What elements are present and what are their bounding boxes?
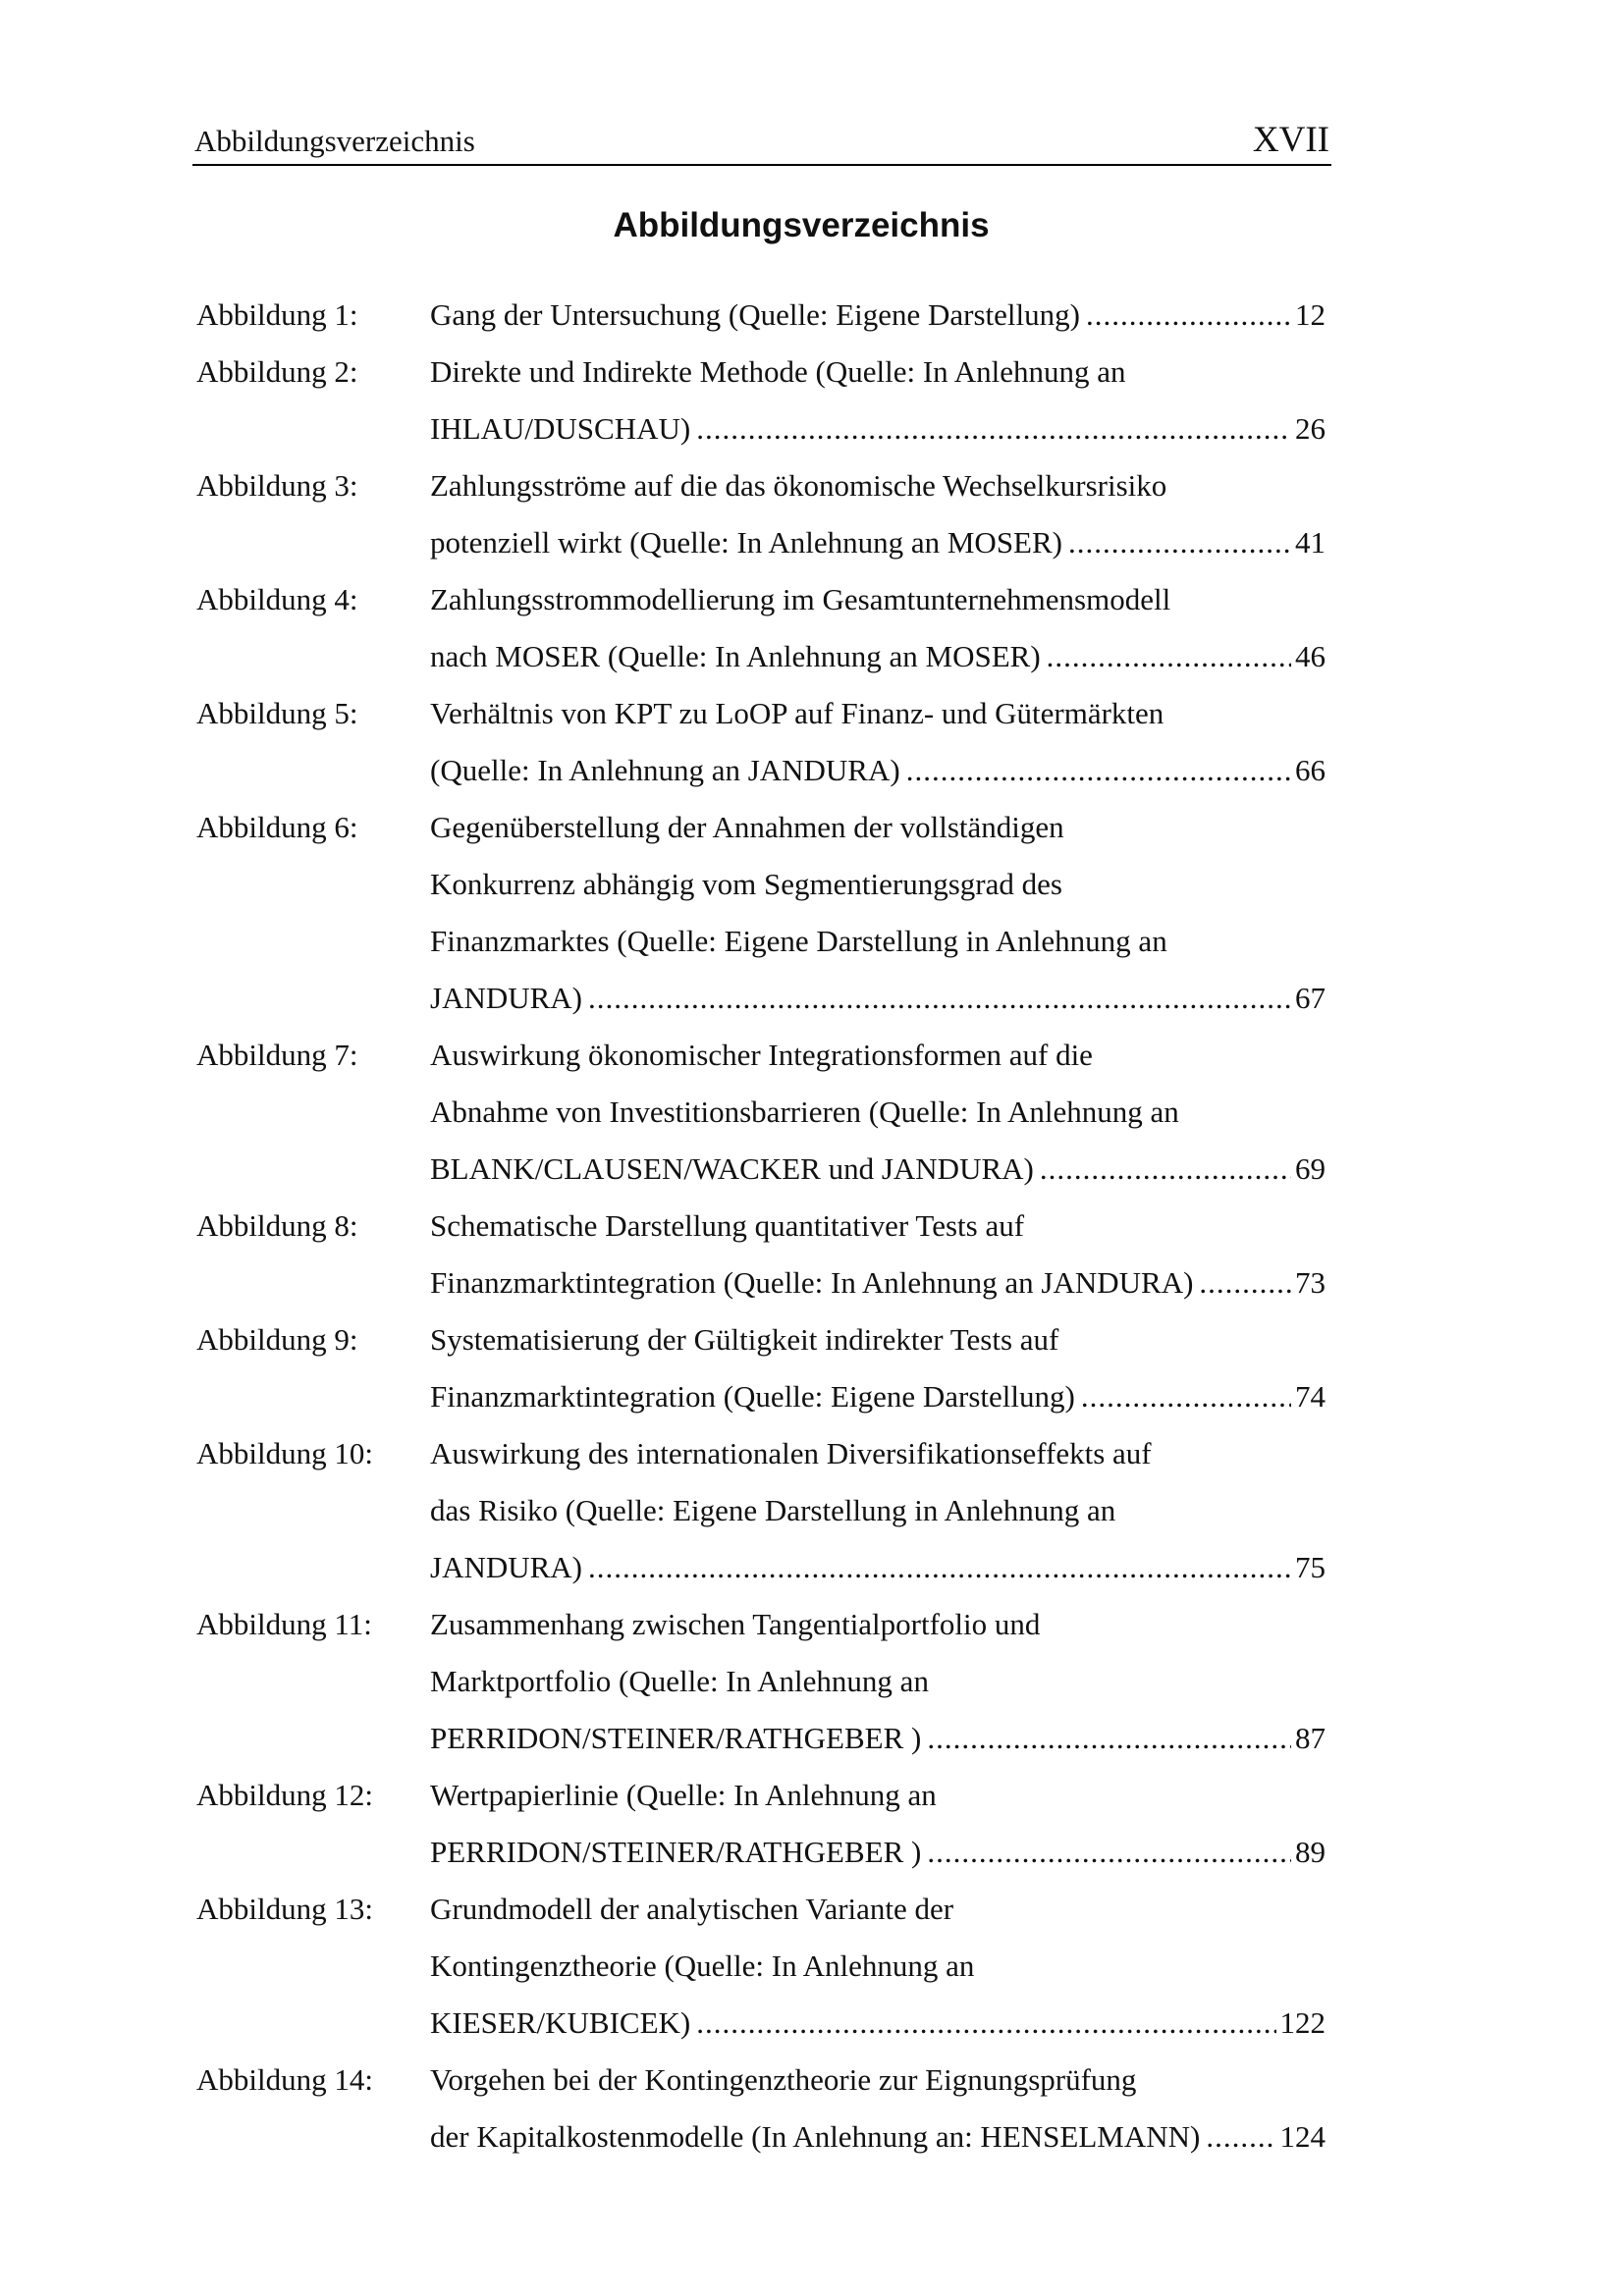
- caption-line: Auswirkung des internationalen Diversifikationseffekts auf: [430, 1436, 1152, 1470]
- caption-line: (Quelle: In Anlehnung an JANDURA): [430, 753, 900, 787]
- caption-line: Kontingenztheorie (Quelle: In Anlehnung an: [430, 1949, 975, 1983]
- caption-line: Grundmodell der analytischen Variante der: [430, 1892, 954, 1926]
- caption-line: JANDURA): [430, 1550, 582, 1584]
- caption-last-line: [430, 514, 1326, 571]
- caption-line: Verhältnis von KPT zu LoOP auf Finanz- und Gütermärkten: [430, 696, 1164, 730]
- figure-caption: [430, 1767, 1326, 1881]
- figure-label: Abbildung 7:: [196, 1038, 358, 1072]
- caption-line: Finanzmarktintegration (Quelle: In Anlehnung an JANDURA): [430, 1265, 1194, 1300]
- caption-line: JANDURA): [430, 981, 582, 1015]
- figure-caption: [430, 287, 1326, 344]
- figure-page-number: 41: [1295, 525, 1326, 560]
- caption-line: Zahlungsstrommodellierung im Gesamtunternehmensmodell: [430, 582, 1171, 616]
- figure-entry[interactable]: [0, 1881, 1624, 2052]
- caption-line: PERRIDON/STEINER/RATHGEBER ): [430, 1721, 922, 1755]
- caption-last-line: [430, 1539, 1326, 1596]
- figure-label: Abbildung 9:: [196, 1322, 358, 1357]
- caption-last-line: [430, 742, 1326, 799]
- figure-caption: [430, 1881, 1326, 2052]
- figure-page-number: 75: [1295, 1550, 1326, 1584]
- figure-entry[interactable]: [0, 457, 1624, 571]
- dot-leader: [1047, 628, 1291, 685]
- caption-last-line: [430, 287, 1326, 344]
- figure-entry[interactable]: [0, 1027, 1624, 1198]
- figure-page-number: 26: [1295, 411, 1326, 446]
- figure-label: Abbildung 12:: [196, 1778, 373, 1812]
- figure-page-number: 46: [1295, 639, 1326, 673]
- caption-line: BLANK/CLAUSEN/WACKER und JANDURA): [430, 1151, 1034, 1186]
- caption-line: Zusammenhang zwischen Tangentialportfolio und: [430, 1607, 1041, 1641]
- figure-page-number: 87: [1295, 1721, 1326, 1755]
- dot-leader: [588, 1539, 1291, 1596]
- caption-line: IHLAU/DUSCHAU): [430, 411, 691, 446]
- figure-list: [0, 287, 1624, 2165]
- figure-label: Abbildung 2:: [196, 354, 358, 389]
- figure-entry[interactable]: [0, 1596, 1624, 1767]
- figure-label: Abbildung 13:: [196, 1892, 373, 1926]
- caption-last-line: [430, 1995, 1326, 2052]
- figure-caption: [430, 1027, 1326, 1198]
- dot-leader: [1086, 287, 1291, 344]
- dot-leader: [696, 400, 1291, 457]
- figure-page-number: 122: [1279, 2005, 1326, 2040]
- caption-line: Zahlungsströme auf die das ökonomische Wechselkursrisiko: [430, 468, 1167, 503]
- caption-line: der Kapitalkostenmodelle (In Anlehnung an: HENSELMANN): [430, 2119, 1201, 2154]
- caption-line: das Risiko (Quelle: Eigene Darstellung in Anlehnung an: [430, 1493, 1116, 1527]
- figure-caption: [430, 1311, 1326, 1425]
- figure-entry[interactable]: [0, 799, 1624, 1027]
- dot-leader: [1081, 1368, 1291, 1425]
- caption-line: KIESER/KUBICEK): [430, 2005, 691, 2040]
- figure-entry[interactable]: [0, 1198, 1624, 1311]
- caption-line: Gang der Untersuchung (Quelle: Eigene Darstellung): [430, 297, 1080, 332]
- figure-caption: [430, 2052, 1326, 2165]
- dot-leader: [1040, 1141, 1291, 1198]
- figure-page-number: 89: [1295, 1835, 1326, 1869]
- figure-page-number: 67: [1295, 981, 1326, 1015]
- caption-line: Abnahme von Investitionsbarrieren (Quelle: In Anlehnung an: [430, 1095, 1179, 1129]
- figure-page-number: 69: [1295, 1151, 1326, 1186]
- caption-last-line: [430, 1710, 1326, 1767]
- caption-line: Wertpapierlinie (Quelle: In Anlehnung an: [430, 1778, 937, 1812]
- dot-leader: [1206, 2109, 1275, 2165]
- figure-label: Abbildung 10:: [196, 1436, 373, 1470]
- caption-line: Konkurrenz abhängig vom Segmentierungsgrad des: [430, 867, 1062, 901]
- figure-page-number: 66: [1295, 753, 1326, 787]
- figure-caption: [430, 571, 1326, 685]
- caption-line: PERRIDON/STEINER/RATHGEBER ): [430, 1835, 922, 1869]
- figure-caption: [430, 799, 1326, 1027]
- dot-leader: [588, 970, 1291, 1027]
- figure-caption: [430, 344, 1326, 457]
- caption-line: Finanzmarktintegration (Quelle: Eigene Darstellung): [430, 1379, 1075, 1414]
- figure-caption: [430, 685, 1326, 799]
- figure-label: Abbildung 1:: [196, 297, 358, 332]
- figure-entry[interactable]: [0, 571, 1624, 685]
- caption-last-line: [430, 970, 1326, 1027]
- figure-page-number: 124: [1279, 2119, 1326, 2154]
- figure-label: Abbildung 11:: [196, 1607, 372, 1641]
- caption-last-line: [430, 2109, 1326, 2165]
- figure-entry[interactable]: [0, 1767, 1624, 1881]
- caption-line: Systematisierung der Gültigkeit indirekter Tests auf: [430, 1322, 1059, 1357]
- caption-line: potenziell wirkt (Quelle: In Anlehnung an MOSER): [430, 525, 1062, 560]
- figure-entry[interactable]: [0, 1311, 1624, 1425]
- figure-page-number: 12: [1295, 297, 1326, 332]
- caption-last-line: [430, 1824, 1326, 1881]
- page-title: Abbildungsverzeichnis: [613, 206, 990, 244]
- page-number: XVII: [1252, 120, 1329, 160]
- caption-line: Schematische Darstellung quantitativer Tests auf: [430, 1208, 1025, 1243]
- caption-line: Direkte und Indirekte Methode (Quelle: In Anlehnung an: [430, 354, 1126, 389]
- figure-caption: [430, 1198, 1326, 1311]
- figure-caption: [430, 1425, 1326, 1596]
- figure-label: Abbildung 14:: [196, 2062, 373, 2097]
- dot-leader: [906, 742, 1291, 799]
- figure-caption: [430, 457, 1326, 571]
- caption-line: Finanzmarktes (Quelle: Eigene Darstellung in Anlehnung an: [430, 924, 1167, 958]
- dot-leader: [927, 1824, 1291, 1881]
- figure-page-number: 74: [1295, 1379, 1326, 1414]
- caption-last-line: [430, 1368, 1326, 1425]
- figure-page-number: 73: [1295, 1265, 1326, 1300]
- caption-last-line: [430, 1141, 1326, 1198]
- figure-entry[interactable]: [0, 2052, 1624, 2165]
- dot-leader: [927, 1710, 1291, 1767]
- figure-entry[interactable]: [0, 1425, 1624, 1596]
- figure-label: Abbildung 8:: [196, 1208, 358, 1243]
- running-head-title: Abbildungsverzeichnis: [194, 124, 475, 158]
- running-head: [192, 119, 1331, 166]
- caption-line: nach MOSER (Quelle: In Anlehnung an MOSER): [430, 639, 1041, 673]
- figure-label: Abbildung 6:: [196, 810, 358, 844]
- caption-line: Marktportfolio (Quelle: In Anlehnung an: [430, 1664, 929, 1698]
- figure-entry[interactable]: [0, 344, 1624, 457]
- figure-caption: [430, 1596, 1326, 1767]
- caption-last-line: [430, 400, 1326, 457]
- dot-leader: [1199, 1255, 1291, 1311]
- caption-line: Vorgehen bei der Kontingenztheorie zur Eignungsprüfung: [430, 2062, 1137, 2097]
- figure-entry[interactable]: [0, 287, 1624, 344]
- caption-line: Gegenüberstellung der Annahmen der vollständigen: [430, 810, 1064, 844]
- dot-leader: [1068, 514, 1291, 571]
- figure-label: Abbildung 4:: [196, 582, 358, 616]
- figure-label: Abbildung 5:: [196, 696, 358, 730]
- caption-last-line: [430, 628, 1326, 685]
- figure-label: Abbildung 3:: [196, 468, 358, 503]
- figure-entry[interactable]: [0, 685, 1624, 799]
- caption-last-line: [430, 1255, 1326, 1311]
- caption-line: Auswirkung ökonomischer Integrationsformen auf die: [430, 1038, 1093, 1072]
- dot-leader: [696, 1995, 1275, 2052]
